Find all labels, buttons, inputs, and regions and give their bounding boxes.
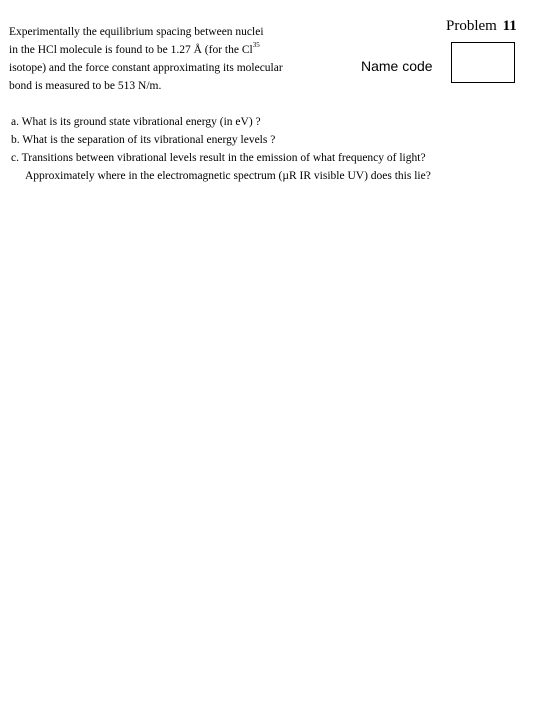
statement-line-2-text: in the HCl molecule is found to be 1.27 Å (for the Cl xyxy=(9,44,253,56)
question-c-continued: Approximately where in the electromagnetic spectrum (µR IR visible UV) does this lie? xyxy=(25,170,431,182)
problem-title xyxy=(446,18,517,35)
question-c: c. Transitions between vibrational levels result in the emission of what frequency of light? xyxy=(11,152,426,164)
statement-line-1: Experimentally the equilibrium spacing between nuclei xyxy=(9,26,264,38)
problem-number: 11 xyxy=(502,18,517,34)
name-code-label: Name code xyxy=(361,58,433,74)
question-list xyxy=(11,113,536,185)
statement-line-2 xyxy=(9,41,354,59)
question-b: b. What is the separation of its vibrational energy levels ? xyxy=(11,134,276,146)
problem-label: Problem xyxy=(446,18,497,34)
name-code-field[interactable] xyxy=(451,42,515,83)
problem-statement xyxy=(9,23,354,95)
statement-line-3: isotope) and the force constant approximating its molecular xyxy=(9,62,283,74)
question-a: a. What is its ground state vibrational energy (in eV) ? xyxy=(11,116,261,128)
isotope-superscript: 35 xyxy=(252,41,260,50)
statement-line-4: bond is measured to be 513 N/m. xyxy=(9,80,162,92)
